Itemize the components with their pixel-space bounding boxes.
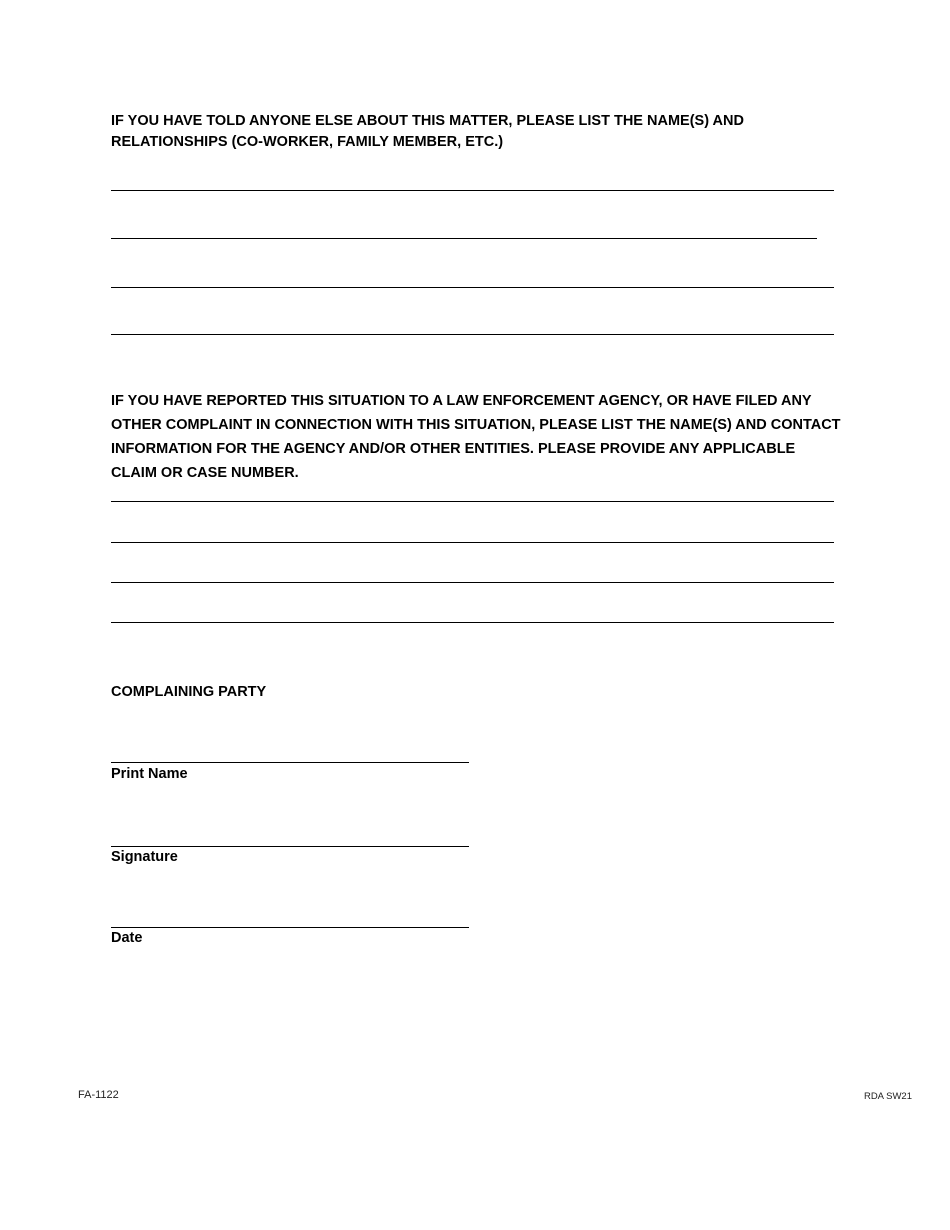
complaining-party-heading: COMPLAINING PARTY (111, 684, 267, 700)
print-name-line[interactable] (111, 762, 469, 763)
signature-label: Signature (111, 849, 178, 865)
date-line[interactable] (111, 927, 469, 928)
date-label: Date (111, 930, 143, 946)
reported-line-4[interactable] (111, 622, 834, 623)
told-others-question: IF YOU HAVE TOLD ANYONE ELSE ABOUT THIS MATTER, PLEASE LIST THE NAME(S) AND RELATIONSHIPS (CO-WORKER, FAMILY MEMBER, ETC.) (111, 113, 744, 150)
revision-code: RDA SW21 (863, 1091, 912, 1102)
told-others-line-3[interactable] (111, 287, 834, 288)
told-others-line-4[interactable] (111, 334, 834, 335)
told-others-line-1[interactable] (111, 190, 834, 191)
reported-line-3[interactable] (111, 582, 834, 583)
reported-question: IF YOU HAVE REPORTED THIS SITUATION TO A LAW ENFORCEMENT AGENCY, OR HAVE FILED ANY OTHER COMPLAINT IN CONNECTION WITH THIS SITUATION, PLEASE LIST THE NAME(S) AND CONTACT INFORMATION FOR THE AGENCY AND/OR OTHER ENTITIES. PLEASE PROVIDE ANY APPLICABLE CLAIM OR CASE NUMBER. (111, 393, 841, 481)
signature-line[interactable] (111, 846, 469, 847)
print-name-label: Print Name (111, 766, 188, 782)
form-number: FA-1122 (78, 1089, 119, 1101)
told-others-line-2[interactable] (111, 238, 817, 239)
reported-line-1[interactable] (111, 501, 834, 502)
reported-line-2[interactable] (111, 542, 834, 543)
